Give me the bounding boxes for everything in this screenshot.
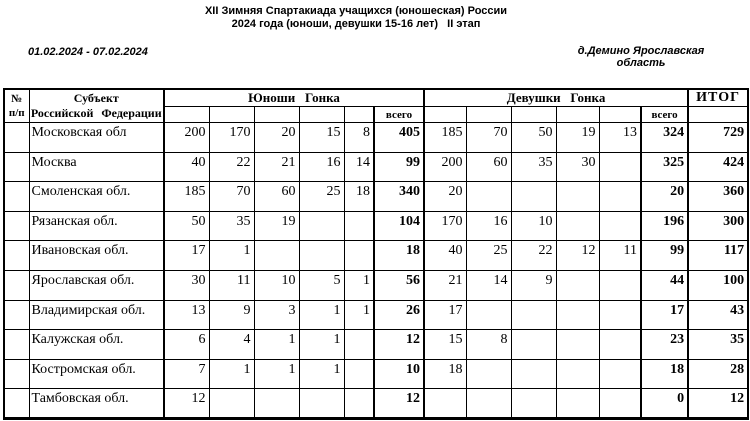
- col-header-boys-total: всего: [374, 107, 424, 123]
- girls-total-cell: 324: [641, 123, 688, 153]
- boys-score-cell: 18: [344, 182, 374, 212]
- girls-score-cell: 9: [511, 270, 556, 300]
- boys-score-cell: 8: [344, 123, 374, 153]
- subject-cell: Ярославская обл.: [29, 270, 164, 300]
- boys-score-cell: 185: [164, 182, 209, 212]
- subject-cell: Костромская обл.: [29, 359, 164, 389]
- col-header-grand-total: ИТОГ: [688, 89, 748, 107]
- girls-score-cell: [599, 152, 641, 182]
- row-number-cell: [4, 211, 29, 241]
- girls-score-cell: [511, 359, 556, 389]
- col-header-boys-1: [164, 107, 209, 123]
- boys-total-cell: 26: [374, 300, 424, 330]
- boys-total-cell: 18: [374, 241, 424, 271]
- col-header-girls-total: всего: [641, 107, 688, 123]
- event-location: [570, 45, 712, 69]
- boys-score-cell: 14: [344, 152, 374, 182]
- boys-score-cell: 12: [164, 389, 209, 419]
- girls-score-cell: 22: [511, 241, 556, 271]
- girls-score-cell: 10: [511, 211, 556, 241]
- boys-score-cell: [299, 211, 344, 241]
- results-table: [3, 88, 749, 420]
- col-header-boys-2: [209, 107, 254, 123]
- boys-score-cell: 1: [254, 330, 299, 360]
- girls-score-cell: 25: [466, 241, 511, 271]
- boys-score-cell: 40: [164, 152, 209, 182]
- girls-score-cell: [599, 330, 641, 360]
- boys-score-cell: 16: [299, 152, 344, 182]
- boys-score-cell: [299, 241, 344, 271]
- title-line-2: 2024 года (юноши, девушки 15-16 лет) II этап: [231, 18, 481, 30]
- subject-cell: Владимирская обл.: [29, 300, 164, 330]
- col-header-boys-3: [254, 107, 299, 123]
- boys-score-cell: 13: [164, 300, 209, 330]
- location-line-2: область: [616, 57, 666, 69]
- row-number-cell: [4, 389, 29, 419]
- boys-score-cell: 1: [209, 359, 254, 389]
- col-header-boys-5: [344, 107, 374, 123]
- document-title: [0, 5, 712, 31]
- boys-score-cell: 9: [209, 300, 254, 330]
- boys-score-cell: 5: [299, 270, 344, 300]
- girls-score-cell: [599, 389, 641, 419]
- girls-total-cell: 44: [641, 270, 688, 300]
- boys-score-cell: [254, 241, 299, 271]
- boys-score-cell: 35: [209, 211, 254, 241]
- table-row: [4, 123, 748, 153]
- grand-total-cell: 28: [688, 359, 748, 389]
- event-date-range: 01.02.2024 - 07.02.2024: [28, 46, 148, 58]
- location-line-1: д.Демино Ярославская: [577, 45, 705, 57]
- girls-score-cell: 14: [466, 270, 511, 300]
- boys-score-cell: 17: [164, 241, 209, 271]
- col-group-boys-race: Юноши Гонка: [164, 89, 424, 107]
- row-number-cell: [4, 182, 29, 212]
- row-number-cell: [4, 123, 29, 153]
- grand-total-cell: 100: [688, 270, 748, 300]
- header-row-groups: [4, 89, 748, 107]
- girls-total-cell: 18: [641, 359, 688, 389]
- girls-score-cell: [466, 300, 511, 330]
- boys-total-cell: 99: [374, 152, 424, 182]
- col-header-row-number: № п/п: [4, 89, 29, 123]
- girls-score-cell: 17: [424, 300, 466, 330]
- grand-total-cell: 300: [688, 211, 748, 241]
- boys-score-cell: 20: [254, 123, 299, 153]
- boys-score-cell: [254, 389, 299, 419]
- girls-score-cell: 20: [424, 182, 466, 212]
- grand-total-cell: 117: [688, 241, 748, 271]
- girls-total-cell: 20: [641, 182, 688, 212]
- boys-score-cell: 7: [164, 359, 209, 389]
- girls-total-cell: 0: [641, 389, 688, 419]
- girls-score-cell: [599, 182, 641, 212]
- subject-cell: Ивановская обл.: [29, 241, 164, 271]
- col-header-girls-4: [556, 107, 599, 123]
- grand-total-cell: 729: [688, 123, 748, 153]
- girls-score-cell: [466, 182, 511, 212]
- row-number-cell: [4, 330, 29, 360]
- girls-total-cell: 23: [641, 330, 688, 360]
- girls-score-cell: [511, 182, 556, 212]
- col-header-grand-total-sub: [688, 107, 748, 123]
- girls-score-cell: [556, 182, 599, 212]
- girls-score-cell: [556, 359, 599, 389]
- table-row: [4, 211, 748, 241]
- row-number-cell: [4, 270, 29, 300]
- boys-total-cell: 12: [374, 389, 424, 419]
- boys-score-cell: 60: [254, 182, 299, 212]
- girls-total-cell: 17: [641, 300, 688, 330]
- col-header-girls-5: [599, 107, 641, 123]
- boys-score-cell: [344, 241, 374, 271]
- boys-score-cell: 1: [299, 359, 344, 389]
- girls-score-cell: [599, 300, 641, 330]
- row-number-cell: [4, 241, 29, 271]
- boys-score-cell: [344, 389, 374, 419]
- girls-score-cell: 40: [424, 241, 466, 271]
- boys-score-cell: 6: [164, 330, 209, 360]
- girls-score-cell: [556, 389, 599, 419]
- boys-score-cell: [299, 389, 344, 419]
- table-row: [4, 182, 748, 212]
- boys-score-cell: 4: [209, 330, 254, 360]
- girls-score-cell: 30: [556, 152, 599, 182]
- girls-score-cell: 8: [466, 330, 511, 360]
- boys-score-cell: 50: [164, 211, 209, 241]
- grand-total-cell: 424: [688, 152, 748, 182]
- girls-score-cell: 13: [599, 123, 641, 153]
- boys-total-cell: 10: [374, 359, 424, 389]
- girls-score-cell: 12: [556, 241, 599, 271]
- title-line-1: XII Зимняя Спартакиада учащихся (юношеская) России: [204, 5, 508, 17]
- grand-total-cell: 35: [688, 330, 748, 360]
- boys-score-cell: 170: [209, 123, 254, 153]
- table-row: [4, 241, 748, 271]
- girls-score-cell: 170: [424, 211, 466, 241]
- girls-score-cell: [599, 359, 641, 389]
- row-number-cell: [4, 152, 29, 182]
- boys-score-cell: 1: [344, 300, 374, 330]
- col-header-girls-1: [424, 107, 466, 123]
- boys-score-cell: [344, 330, 374, 360]
- boys-score-cell: 1: [299, 300, 344, 330]
- col-header-girls-3: [511, 107, 556, 123]
- col-header-boys-4: [299, 107, 344, 123]
- boys-score-cell: 25: [299, 182, 344, 212]
- girls-score-cell: [556, 300, 599, 330]
- boys-score-cell: 10: [254, 270, 299, 300]
- grand-total-cell: 12: [688, 389, 748, 419]
- girls-score-cell: [424, 389, 466, 419]
- girls-score-cell: 50: [511, 123, 556, 153]
- table-body: [4, 123, 748, 419]
- boys-score-cell: 11: [209, 270, 254, 300]
- boys-score-cell: 70: [209, 182, 254, 212]
- table-row: [4, 270, 748, 300]
- girls-score-cell: 15: [424, 330, 466, 360]
- boys-score-cell: 1: [254, 359, 299, 389]
- girls-score-cell: [466, 359, 511, 389]
- boys-total-cell: 405: [374, 123, 424, 153]
- grand-total-cell: 43: [688, 300, 748, 330]
- girls-score-cell: 185: [424, 123, 466, 153]
- col-header-girls-2: [466, 107, 511, 123]
- boys-total-cell: 56: [374, 270, 424, 300]
- table-row: [4, 359, 748, 389]
- boys-score-cell: 1: [209, 241, 254, 271]
- boys-score-cell: [344, 211, 374, 241]
- boys-total-cell: 340: [374, 182, 424, 212]
- boys-score-cell: 1: [299, 330, 344, 360]
- girls-score-cell: 35: [511, 152, 556, 182]
- col-group-girls-race: Девушки Гонка: [424, 89, 688, 107]
- girls-total-cell: 325: [641, 152, 688, 182]
- girls-score-cell: 60: [466, 152, 511, 182]
- girls-score-cell: [466, 389, 511, 419]
- boys-score-cell: 19: [254, 211, 299, 241]
- grand-total-cell: 360: [688, 182, 748, 212]
- boys-score-cell: 3: [254, 300, 299, 330]
- table-row: [4, 300, 748, 330]
- subject-cell: Рязанская обл.: [29, 211, 164, 241]
- table-row: [4, 152, 748, 182]
- table-row: [4, 389, 748, 419]
- subject-cell: Смоленская обл.: [29, 182, 164, 212]
- girls-score-cell: 21: [424, 270, 466, 300]
- girls-score-cell: [599, 211, 641, 241]
- subject-cell: Московская обл: [29, 123, 164, 153]
- boys-score-cell: [344, 359, 374, 389]
- girls-score-cell: [511, 389, 556, 419]
- boys-total-cell: 104: [374, 211, 424, 241]
- subject-cell: Тамбовская обл.: [29, 389, 164, 419]
- girls-score-cell: 70: [466, 123, 511, 153]
- table-row: [4, 330, 748, 360]
- boys-score-cell: 200: [164, 123, 209, 153]
- girls-score-cell: [556, 330, 599, 360]
- girls-score-cell: 11: [599, 241, 641, 271]
- boys-score-cell: 21: [254, 152, 299, 182]
- boys-score-cell: 22: [209, 152, 254, 182]
- girls-score-cell: [556, 270, 599, 300]
- girls-score-cell: 18: [424, 359, 466, 389]
- girls-score-cell: 19: [556, 123, 599, 153]
- boys-score-cell: 30: [164, 270, 209, 300]
- girls-score-cell: 200: [424, 152, 466, 182]
- girls-score-cell: 16: [466, 211, 511, 241]
- subject-cell: Москва: [29, 152, 164, 182]
- girls-score-cell: [511, 330, 556, 360]
- girls-score-cell: [511, 300, 556, 330]
- boys-score-cell: [209, 389, 254, 419]
- girls-total-cell: 196: [641, 211, 688, 241]
- girls-score-cell: [556, 211, 599, 241]
- boys-score-cell: 15: [299, 123, 344, 153]
- girls-score-cell: [599, 270, 641, 300]
- col-header-subject: Субъект Российской Федерации: [29, 89, 164, 123]
- row-number-cell: [4, 300, 29, 330]
- girls-total-cell: 99: [641, 241, 688, 271]
- row-number-cell: [4, 359, 29, 389]
- boys-total-cell: 12: [374, 330, 424, 360]
- boys-score-cell: 1: [344, 270, 374, 300]
- subject-cell: Калужская обл.: [29, 330, 164, 360]
